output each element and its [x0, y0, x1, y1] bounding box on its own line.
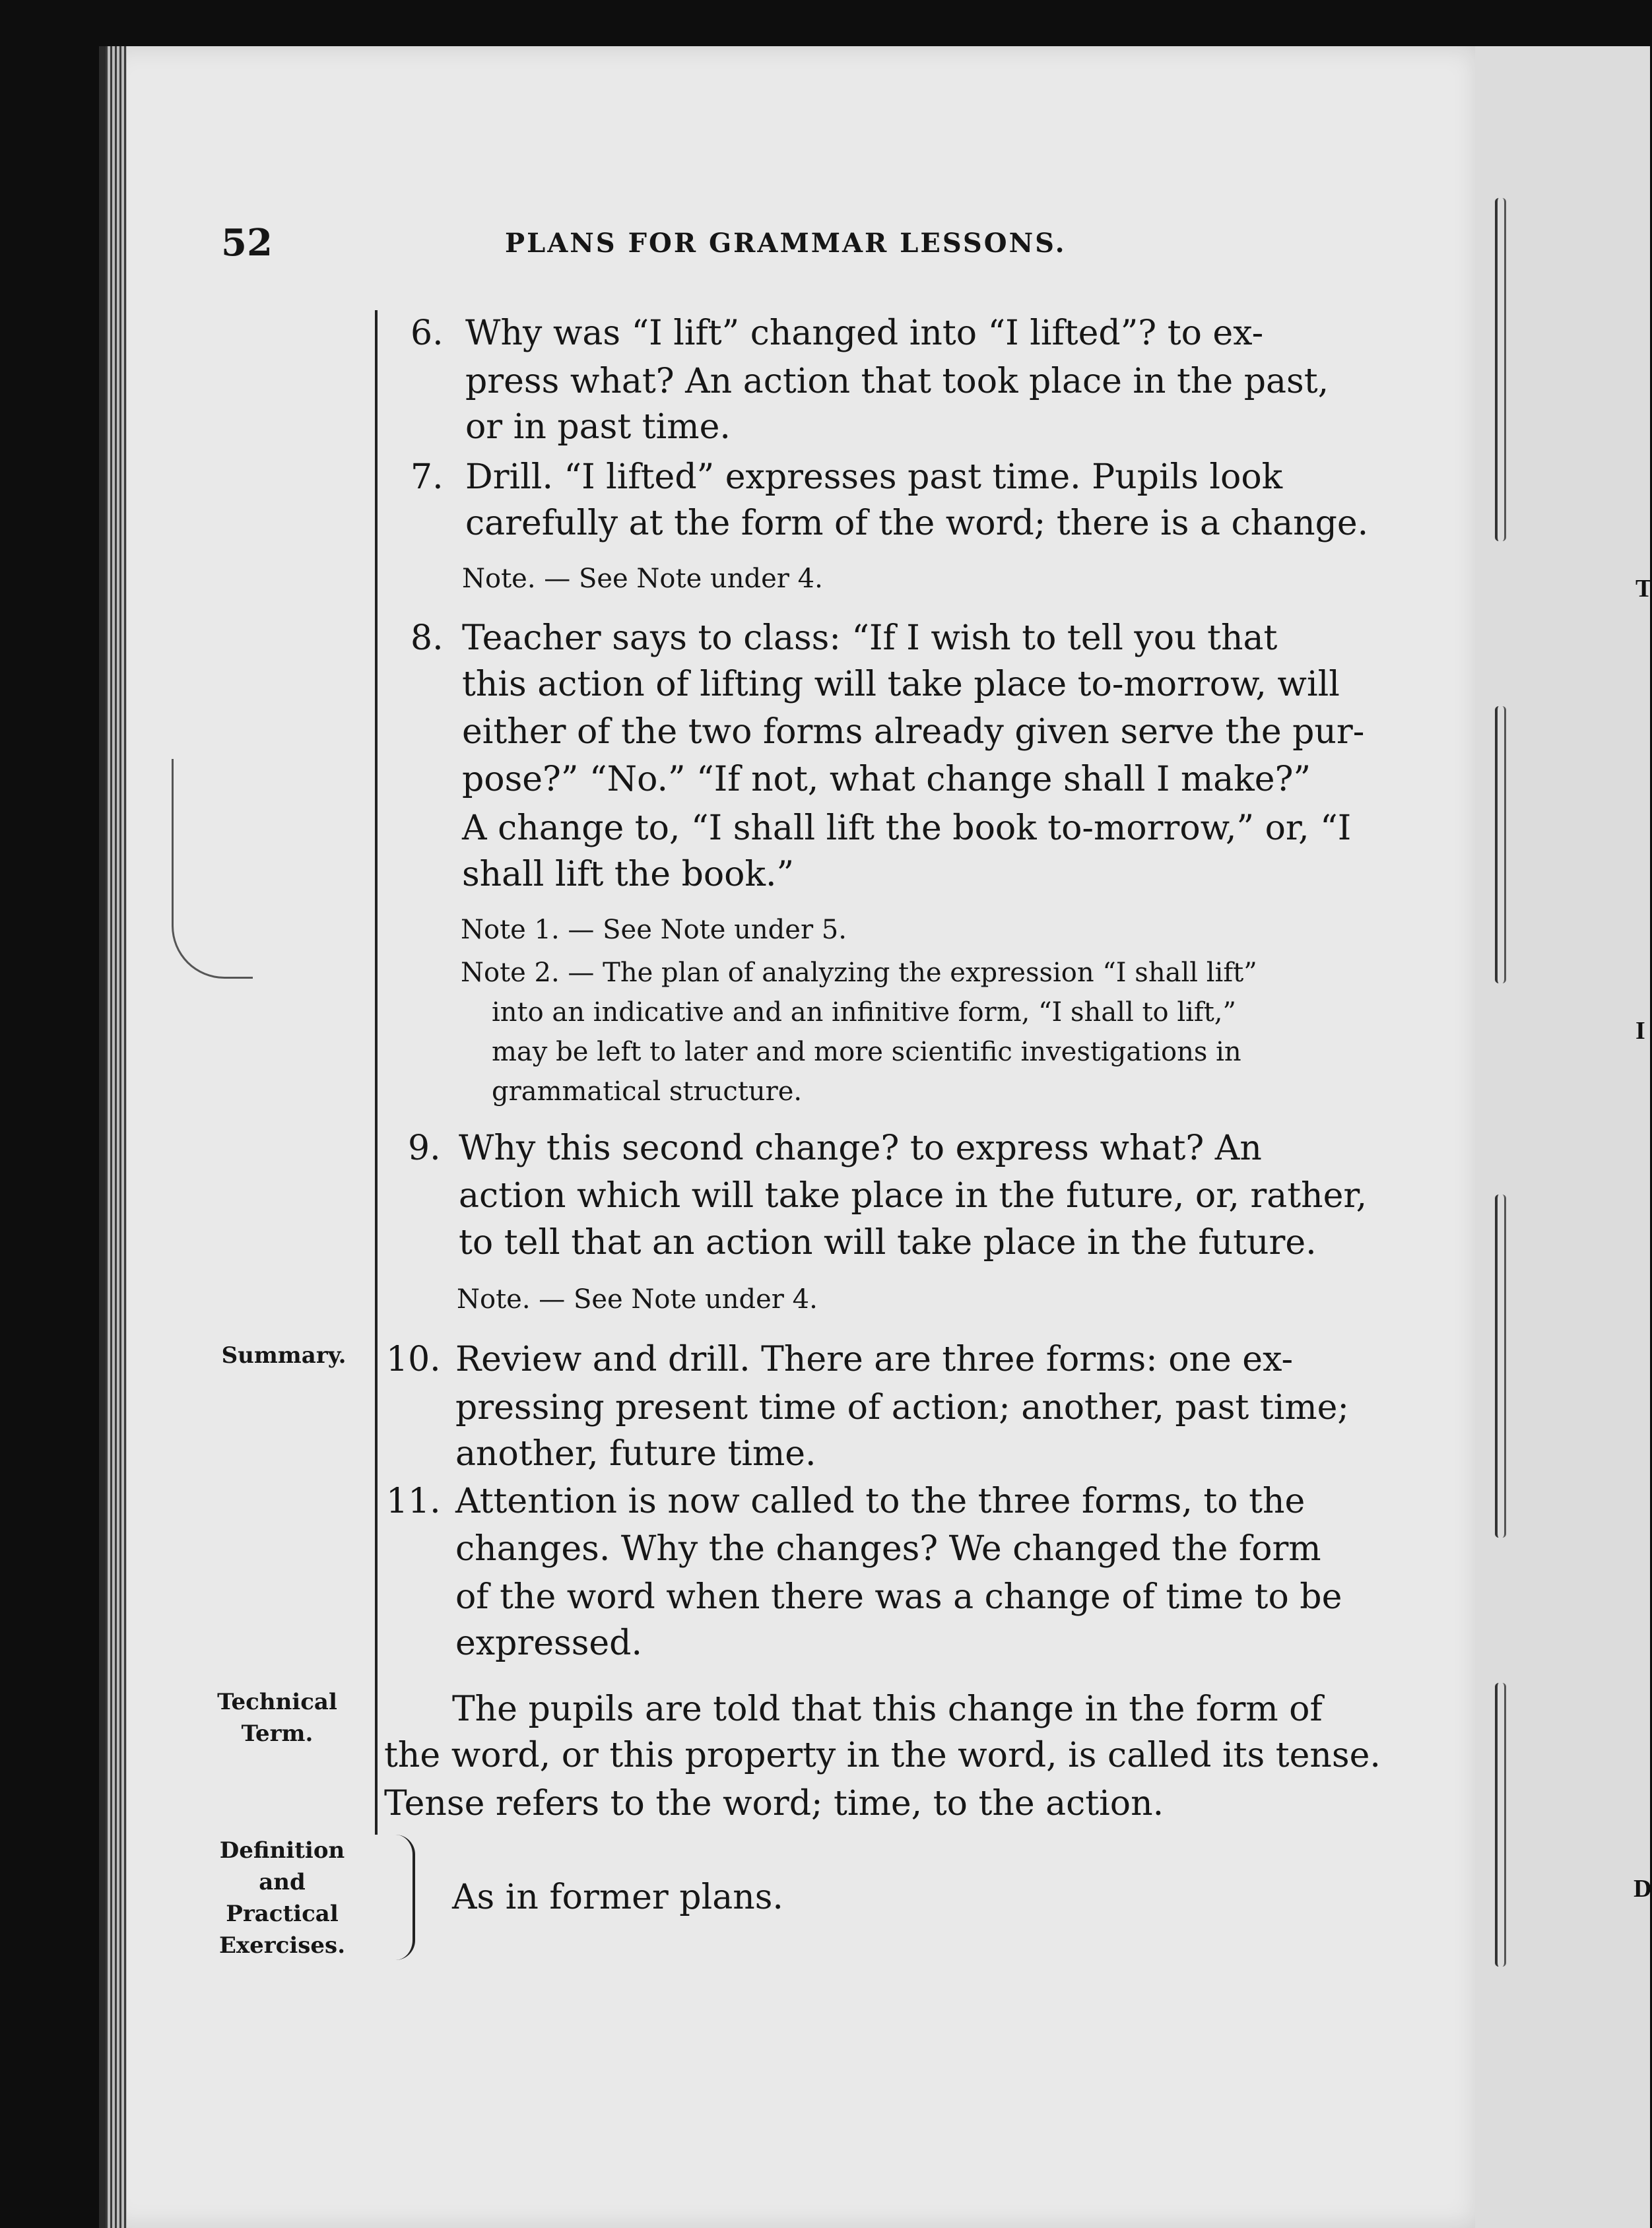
body-line: Drill. “I lifted” expresses past time. Pupils look	[465, 457, 1283, 497]
running-head: PLANS FOR GRAMMAR LESSONS.	[505, 228, 1067, 259]
body-line: Attention is now called to the three forms, to the	[455, 1482, 1305, 1521]
body-line: The pupils are told that this change in the form of	[452, 1689, 1323, 1729]
body-line: Why this second change? to express what? An	[459, 1129, 1262, 1168]
note-line: Note. — See Note under 4.	[457, 1284, 818, 1315]
clipped-letter: I	[1635, 1017, 1645, 1045]
note-line: Note 2. — The plan of analyzing the expression “I shall lift”	[461, 958, 1257, 988]
body-line: action which will take place in the future, or, rather,	[459, 1176, 1368, 1216]
margin-note-line: Practical	[226, 1901, 339, 1927]
binding-stitch	[1495, 706, 1506, 983]
item-number: 8.	[411, 618, 444, 658]
item-number: 6.	[411, 313, 444, 353]
body-line: or in past time.	[465, 407, 731, 447]
body-line: expressed.	[455, 1623, 642, 1663]
margin-note-line: and	[259, 1869, 306, 1895]
body-line: changes. Why the changes? We changed the form	[455, 1529, 1321, 1569]
clipped-letter: D	[1634, 1875, 1652, 1903]
body-line: of the word when there was a change of time to be	[455, 1577, 1342, 1617]
page-number: 52	[221, 221, 273, 265]
note-line: Note. — See Note under 4.	[462, 564, 823, 594]
note-line: into an indicative and an infinitive form, “I shall to lift,”	[492, 997, 1236, 1028]
body-line: shall lift the book.”	[462, 855, 795, 894]
item-number: 9.	[408, 1129, 441, 1168]
margin-note-line: Exercises.	[218, 1932, 346, 1959]
body-line: Teacher says to class: “If I wish to tell you that	[462, 618, 1278, 658]
binding-stitch	[1495, 1195, 1506, 1538]
page-header	[221, 221, 1165, 267]
item-number: 11.	[386, 1482, 441, 1521]
body-line: Tense refers to the word; time, to the action.	[384, 1784, 1164, 1823]
margin-rule	[375, 310, 378, 1835]
body-line: to tell that an action will take place in the future.	[459, 1223, 1317, 1262]
margin-note-technical-term	[208, 1686, 347, 1750]
body-line: pressing present time of action; another, past time;	[455, 1388, 1349, 1427]
definition-text: As in former plans.	[452, 1878, 783, 1917]
body-line: pose?” “No.” “If not, what change shall I make?”	[462, 760, 1311, 799]
body-line: this action of lifting will take place to-morrow, will	[462, 665, 1340, 704]
adjacent-page-strip	[1475, 46, 1650, 2228]
binding-stitch	[1495, 198, 1506, 541]
margin-note-definition	[208, 1835, 356, 1961]
margin-note-line: Technical	[217, 1689, 337, 1715]
body-line: the word, or this property in the word, is called its tense.	[384, 1736, 1381, 1775]
definition-brace	[393, 1835, 415, 1960]
body-line: Why was “I lift” changed into “I lifted”? to ex-	[465, 313, 1264, 353]
body-line: either of the two forms already given serve the pur-	[462, 712, 1365, 752]
item-number: 7.	[411, 457, 444, 497]
binding-stitch	[1495, 1683, 1506, 1967]
margin-note-line: Term.	[241, 1720, 314, 1747]
body-line: press what? An action that took place in the past,	[465, 362, 1329, 401]
body-line: A change to, “I shall lift the book to-morrow,” or, “I	[462, 808, 1352, 848]
body-line: carefully at the form of the word; there is a change.	[465, 504, 1369, 543]
margin-note-summary	[215, 1340, 353, 1371]
margin-note-summary-text: Summary.	[221, 1342, 347, 1369]
item-number: 10.	[386, 1340, 441, 1379]
margin-note-line: Definition	[219, 1837, 345, 1864]
note-line: may be left to later and more scientific investigations in	[492, 1037, 1241, 1067]
body-line: another, future time.	[455, 1434, 816, 1474]
page-edge-lines	[106, 46, 127, 2228]
page-smudge	[172, 759, 253, 979]
note-line: Note 1. — See Note under 5.	[461, 915, 847, 945]
body-line: Review and drill. There are three forms: one ex-	[455, 1340, 1294, 1379]
clipped-letter: T	[1635, 575, 1652, 603]
note-line: grammatical structure.	[492, 1076, 803, 1107]
